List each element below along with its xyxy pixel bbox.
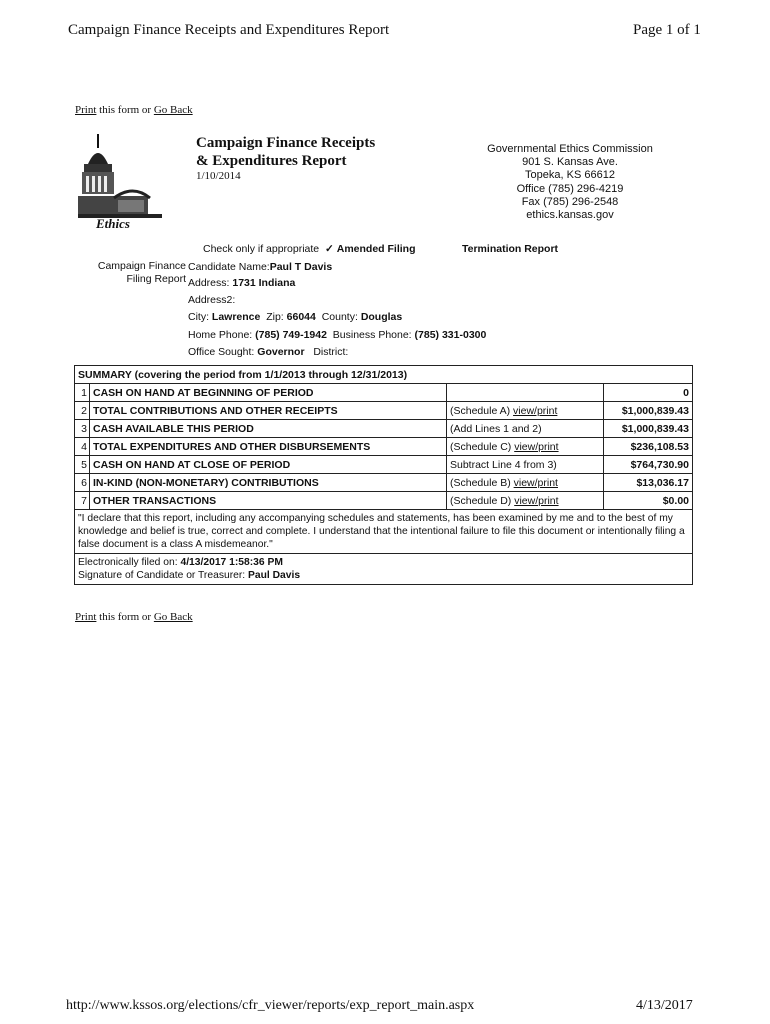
line-label: TOTAL EXPENDITURES AND OTHER DISBURSEMENTS — [90, 438, 447, 456]
city-value: Lawrence — [211, 311, 261, 323]
business-phone-value: (785) 331-0300 — [414, 329, 487, 341]
summary-table — [74, 365, 693, 585]
declaration-text: "I declare that this report, including any accompanying schedules and statements, has been examined by me and to the best of my knowledge and belief is true, correct and complete. I understand that the intentional failure to file this document or intentionally filing a false document is a class A misdemeanor." — [75, 510, 693, 554]
zip-value: 66044 — [286, 311, 316, 323]
line-number: 6 — [75, 474, 90, 492]
filing-side-label — [86, 260, 186, 286]
schedule-text: (Schedule A) — [450, 404, 514, 417]
line-label: OTHER TRANSACTIONS — [90, 492, 447, 510]
agency-web: ethics.kansas.gov — [526, 209, 614, 222]
filed-on-date: 4/13/2017 1:58:36 PM — [180, 557, 283, 568]
candidate-name: Paul T Davis — [269, 261, 333, 273]
view-print-link[interactable]: view/print — [513, 404, 558, 417]
summary-header: SUMMARY (covering the period from 1/1/2013 through 12/31/2013) — [75, 366, 693, 384]
kansas-capitol-seal — [78, 134, 162, 232]
page-header-title: Campaign Finance Receipts and Expenditures Report — [68, 22, 390, 38]
top-nav — [75, 104, 193, 116]
summary-row — [75, 492, 693, 510]
schedule-cell — [447, 438, 604, 456]
home-phone-value: (785) 749-1942 — [255, 329, 327, 341]
schedule-cell — [447, 492, 604, 510]
business-phone-label: Business Phone: — [332, 329, 412, 341]
address2-row — [188, 294, 235, 306]
schedule-text: (Add Lines 1 and 2) — [450, 422, 542, 435]
summary-row — [75, 474, 693, 492]
line-label: CASH ON HAND AT BEGINNING OF PERIOD — [90, 384, 447, 402]
address-row — [188, 277, 295, 289]
footer-date: 4/13/2017 — [636, 998, 693, 1013]
check-mark-icon: ✓ — [325, 243, 334, 255]
report-title-line1: Campaign Finance Receipts — [196, 135, 376, 151]
county-value: Douglas — [360, 311, 403, 323]
report-date: 1/10/2014 — [196, 170, 241, 182]
check-label: Check only if appropriate — [203, 243, 320, 255]
agency-name: Governmental Ethics Commission — [487, 143, 653, 155]
summary-row — [75, 402, 693, 420]
nav-text: this form or — [96, 104, 154, 116]
line-amount: $13,036.17 — [604, 474, 693, 492]
office-value: Governor — [257, 346, 305, 358]
city-row — [188, 311, 402, 323]
zip-label: Zip: — [266, 311, 284, 323]
schedule-text: (Schedule C) — [450, 440, 515, 453]
line-amount: $764,730.90 — [604, 456, 693, 474]
report-title-line2: & Expenditures Report — [196, 153, 347, 169]
candidate-name-label: Candidate Name: — [188, 261, 270, 273]
address2-label: Address2: — [188, 294, 236, 306]
side-label-line2: Filing Report — [126, 273, 186, 285]
signature-line — [78, 569, 689, 582]
footer-url: http://www.kssos.org/elections/cfr_viewer/reports/exp_report_main.aspx — [66, 998, 475, 1013]
bottom-nav — [75, 611, 193, 623]
summary-row — [75, 420, 693, 438]
filed-on-line — [78, 556, 689, 569]
summary-header-row — [75, 366, 693, 384]
schedule-cell — [447, 402, 604, 420]
agency-fax: Fax (785) 296-2548 — [521, 195, 619, 208]
print-link-bottom[interactable]: Print — [75, 611, 97, 623]
schedule-text: (Schedule B) — [450, 476, 514, 489]
line-number: 3 — [75, 420, 90, 438]
line-number: 1 — [75, 384, 90, 402]
schedule-text: (Schedule D) — [450, 494, 515, 507]
city-label: City: — [188, 311, 209, 323]
view-print-link[interactable]: view/print — [513, 476, 558, 489]
line-amount: $1,000,839.43 — [604, 420, 693, 438]
nav-text-bottom: this form or — [96, 611, 154, 623]
line-number: 4 — [75, 438, 90, 456]
office-label: Office Sought: — [188, 346, 255, 358]
line-amount: $236,108.53 — [604, 438, 693, 456]
signature-value: Paul Davis — [248, 570, 301, 581]
view-print-link[interactable]: view/print — [514, 494, 559, 507]
go-back-link-bottom[interactable]: Go Back — [153, 611, 193, 623]
line-number: 5 — [75, 456, 90, 474]
line-label: CASH ON HAND AT CLOSE OF PERIOD — [90, 456, 447, 474]
district-label: District: — [313, 346, 349, 358]
filing-check-row — [203, 243, 415, 255]
print-link[interactable]: Print — [75, 104, 97, 116]
termination-report-label: Termination Report — [462, 243, 559, 255]
amended-filing-label: Amended Filing — [336, 243, 416, 255]
line-number: 7 — [75, 492, 90, 510]
declaration-row — [75, 510, 693, 554]
side-label-line1: Campaign Finance — [97, 260, 186, 272]
summary-row — [75, 456, 693, 474]
report-title — [196, 134, 375, 170]
summary-row — [75, 384, 693, 402]
schedule-cell — [447, 456, 604, 474]
line-label: CASH AVAILABLE THIS PERIOD — [90, 420, 447, 438]
filed-on-label: Electronically filed on: — [78, 557, 178, 568]
county-label: County: — [321, 311, 358, 323]
line-amount: 0 — [604, 384, 693, 402]
schedule-text: Subtract Line 4 from 3) — [450, 458, 557, 471]
seal-text: Ethics — [96, 216, 130, 231]
signature-label: Signature of Candidate or Treasurer: — [78, 570, 246, 581]
summary-row — [75, 438, 693, 456]
signature-cell — [75, 554, 693, 585]
line-number: 2 — [75, 402, 90, 420]
signature-row — [75, 554, 693, 585]
agency-block — [470, 143, 670, 222]
schedule-cell — [447, 420, 604, 438]
page-number: Page 1 of 1 — [633, 22, 701, 38]
address-label: Address: — [188, 277, 230, 289]
address-value: 1731 Indiana — [232, 277, 296, 289]
view-print-link[interactable]: view/print — [514, 440, 559, 453]
schedule-cell — [447, 384, 604, 402]
agency-office-phone: Office (785) 296-4219 — [516, 182, 624, 195]
line-amount: $1,000,839.43 — [604, 402, 693, 420]
line-label: TOTAL CONTRIBUTIONS AND OTHER RECEIPTS — [90, 402, 447, 420]
agency-city: Topeka, KS 66612 — [525, 169, 615, 182]
agency-address: 901 S. Kansas Ave. — [522, 156, 618, 169]
home-phone-label: Home Phone: — [188, 329, 253, 341]
schedule-cell — [447, 474, 604, 492]
line-label: IN-KIND (NON-MONETARY) CONTRIBUTIONS — [90, 474, 447, 492]
phone-row — [188, 329, 486, 341]
office-row — [188, 346, 348, 358]
candidate-name-row — [188, 261, 332, 273]
line-amount: $0.00 — [604, 492, 693, 510]
go-back-link[interactable]: Go Back — [153, 104, 193, 116]
